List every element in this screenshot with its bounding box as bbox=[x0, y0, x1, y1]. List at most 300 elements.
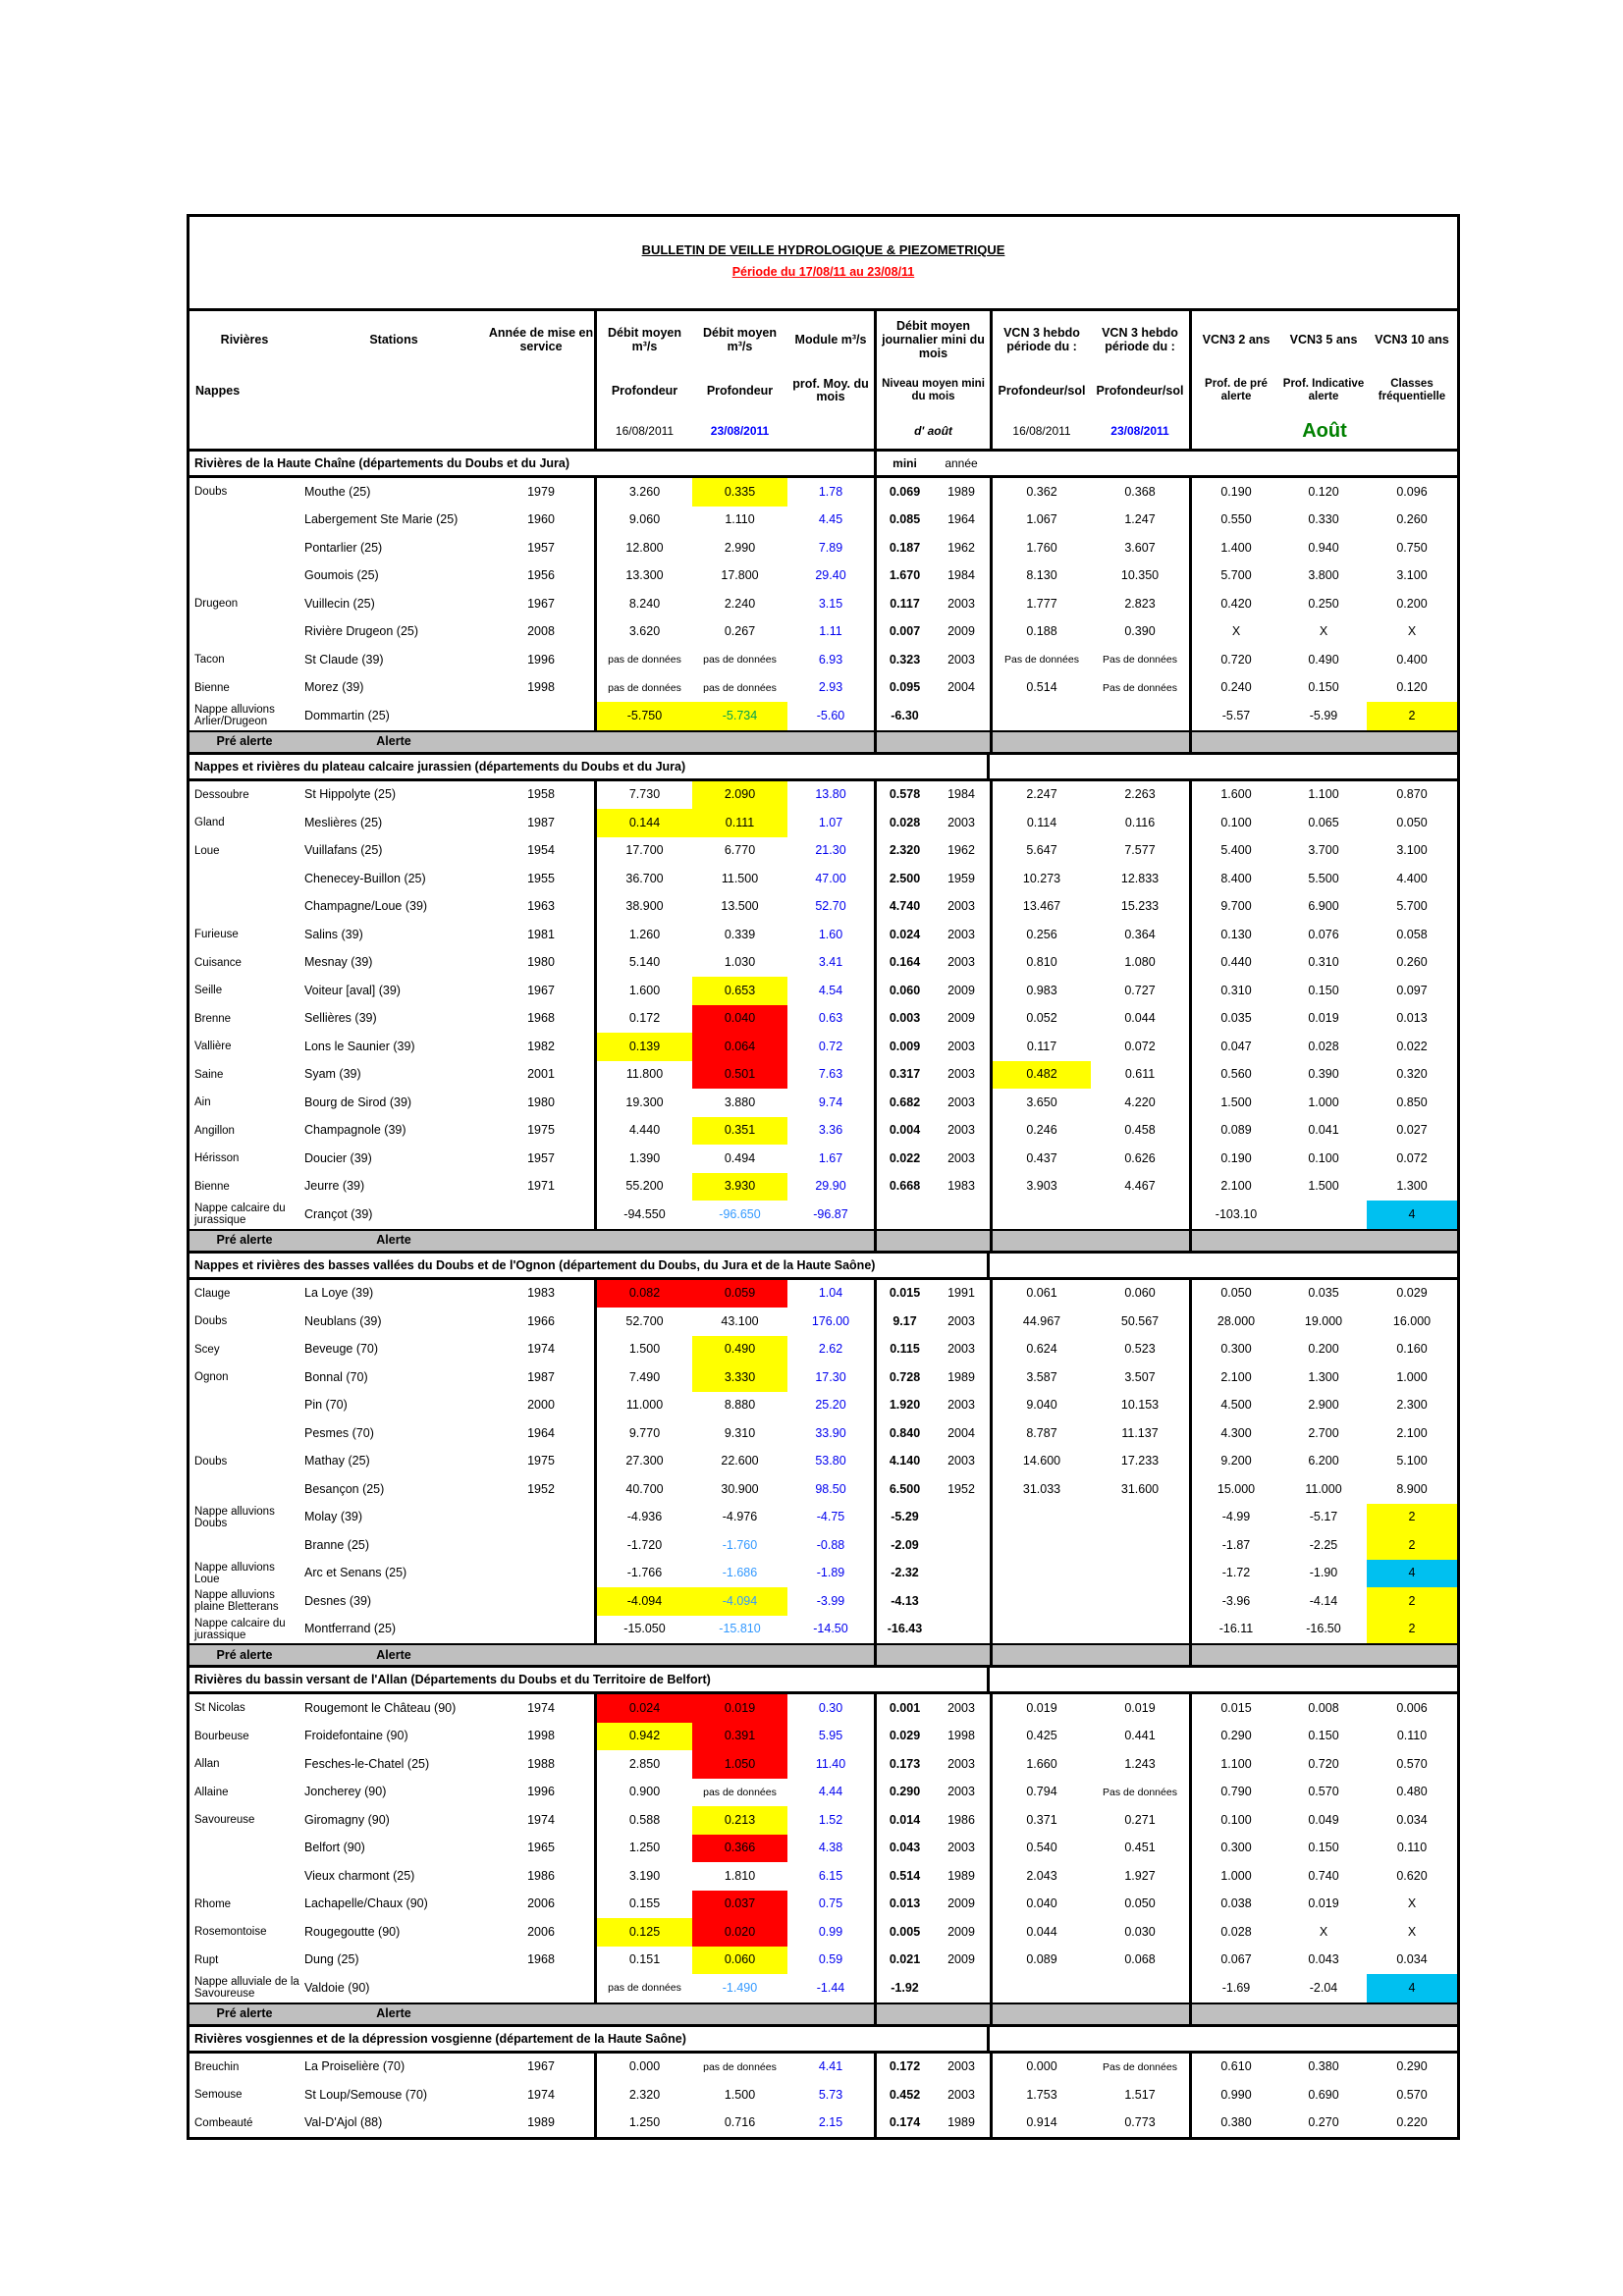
cell-debit-1: 38.900 bbox=[594, 893, 692, 922]
table-row bbox=[189, 1806, 1457, 1835]
cell-debit-1: 40.700 bbox=[594, 1475, 692, 1504]
cell-riviere: Allaine bbox=[194, 1786, 229, 1798]
cell-vcn3-5ans: 0.150 bbox=[1308, 680, 1339, 695]
table-row bbox=[189, 1280, 1457, 1308]
cell-annee-mini bbox=[933, 1531, 990, 1560]
cell-module: -3.99 bbox=[816, 1593, 845, 1608]
cell-annee-mini: 1984 bbox=[947, 787, 975, 802]
cell-debit-1: 3.620 bbox=[594, 618, 692, 647]
cell-vcn-1 bbox=[990, 1504, 1091, 1532]
cell-debit-1: 11.800 bbox=[594, 1061, 692, 1090]
table-row bbox=[189, 562, 1457, 591]
cell-annee-service: 1964 bbox=[527, 1425, 555, 1440]
header-date-1: 16/08/2011 bbox=[615, 424, 675, 438]
cell-vcn3-2ans: 2.100 bbox=[1189, 1363, 1280, 1392]
cell-vcn3-5ans: 0.940 bbox=[1308, 540, 1339, 555]
cell-mini: 0.043 bbox=[874, 1835, 933, 1863]
cell-vcn-2: 2.823 bbox=[1124, 596, 1156, 611]
table-row bbox=[189, 921, 1457, 949]
header-nappes: Nappes bbox=[195, 383, 241, 398]
cell-module: 4.45 bbox=[818, 512, 843, 527]
header-prof-sol-2: Profondeur/sol bbox=[1096, 383, 1184, 398]
cell-vcn-2: 0.271 bbox=[1124, 1812, 1156, 1827]
cell-vcn3-2ans: 9.200 bbox=[1189, 1448, 1280, 1476]
bulletin-table bbox=[187, 214, 1460, 2140]
alert-band bbox=[189, 2002, 1457, 2024]
cell-annee-mini: 2003 bbox=[947, 1841, 975, 1855]
cell-vcn3-10ans: 0.400 bbox=[1396, 652, 1428, 667]
cell-vcn-1: 3.903 bbox=[990, 1173, 1091, 1201]
cell-vcn-2: 0.030 bbox=[1124, 1924, 1156, 1939]
cell-station: Rivière Drugeon (25) bbox=[304, 624, 419, 639]
cell-debit-1: 0.139 bbox=[594, 1033, 692, 1061]
cell-annee-service: 1982 bbox=[527, 1039, 555, 1053]
cell-vcn3-2ans: 0.100 bbox=[1189, 1806, 1280, 1835]
cell-debit-1: 2.320 bbox=[594, 2081, 692, 2109]
table-row bbox=[189, 1694, 1457, 1723]
cell-vcn3-2ans: 0.050 bbox=[1189, 1280, 1280, 1308]
cell-vcn-1: 0.482 bbox=[990, 1061, 1091, 1090]
cell-vcn3-5ans: 0.310 bbox=[1308, 955, 1339, 970]
cell-station: Vieux charmont (25) bbox=[304, 1868, 415, 1883]
cell-debit-1: 7.730 bbox=[594, 781, 692, 810]
header-prof-sol-1: Profondeur/sol bbox=[998, 383, 1086, 398]
cell-vcn-2: 0.626 bbox=[1124, 1150, 1156, 1165]
cell-vcn3-5ans: 1.500 bbox=[1308, 1179, 1339, 1194]
cell-module: 0.30 bbox=[818, 1700, 843, 1715]
header-module: Module m³/s bbox=[794, 333, 867, 347]
cell-module: 7.89 bbox=[818, 540, 843, 555]
cell-debit-1: pas de données bbox=[594, 646, 692, 674]
cell-riviere bbox=[189, 1531, 299, 1560]
cell-riviere: Nappe calcaire du jurassique bbox=[194, 1617, 286, 1641]
cell-riviere: Doubs bbox=[194, 486, 228, 499]
cell-debit-1: 0.000 bbox=[594, 2054, 692, 2082]
cell-vcn3-2ans: 0.440 bbox=[1189, 949, 1280, 978]
cell-riviere: Cuisance bbox=[194, 956, 242, 969]
cell-vcn-1: 0.256 bbox=[990, 921, 1091, 949]
cell-vcn3-5ans: -2.04 bbox=[1309, 1980, 1338, 1995]
cell-vcn3-2ans: 0.420 bbox=[1189, 590, 1280, 618]
table-row bbox=[189, 2054, 1457, 2082]
cell-vcn3-10ans: 0.620 bbox=[1396, 1868, 1428, 1883]
cell-station: Mesnay (39) bbox=[304, 955, 373, 970]
cell-riviere: St Nicolas bbox=[194, 1702, 245, 1715]
cell-debit-1: 1.500 bbox=[594, 1336, 692, 1364]
cell-module: 29.90 bbox=[815, 1179, 846, 1194]
cell-station: Rougegoutte (90) bbox=[304, 1924, 401, 1939]
cell-mini: 0.060 bbox=[874, 977, 933, 1005]
cell-riviere: Brenne bbox=[194, 1012, 232, 1025]
cell-mini: 6.500 bbox=[874, 1475, 933, 1504]
cell-annee-service bbox=[488, 1560, 594, 1588]
cell-mini: 0.187 bbox=[874, 534, 933, 562]
alert-band-spacer bbox=[990, 732, 1189, 752]
alert-band-alerte: Alerte bbox=[376, 2006, 411, 2020]
cell-vcn3-2ans: 5.400 bbox=[1189, 837, 1280, 866]
cell-debit-1: 1.390 bbox=[594, 1145, 692, 1173]
cell-station: Champagne/Loue (39) bbox=[304, 899, 428, 914]
cell-station: Syam (39) bbox=[304, 1067, 361, 1082]
cell-riviere: Seille bbox=[194, 985, 223, 997]
section-title: Rivières du bassin versant de l'Allan (Départements du Doubs et du Territoire de Belfort) bbox=[189, 1668, 990, 1691]
cell-debit-1: 8.240 bbox=[594, 590, 692, 618]
cell-module: 2.15 bbox=[818, 2115, 843, 2130]
cell-riviere: Bienne bbox=[194, 1180, 230, 1193]
cell-annee-service: 2006 bbox=[527, 1924, 555, 1939]
cell-vcn3-10ans: 1.300 bbox=[1396, 1179, 1428, 1194]
cell-station: Morez (39) bbox=[304, 680, 364, 695]
cell-vcn-1: 14.600 bbox=[990, 1448, 1091, 1476]
cell-vcn3-5ans: 5.500 bbox=[1308, 871, 1339, 885]
cell-annee-mini: 2003 bbox=[947, 1123, 975, 1138]
cell-vcn3-10ans: 0.290 bbox=[1396, 2059, 1428, 2074]
cell-vcn3-10ans: 0.120 bbox=[1396, 680, 1428, 695]
cell-vcn3-2ans: 4.300 bbox=[1189, 1419, 1280, 1448]
cell-vcn-2: 0.441 bbox=[1124, 1729, 1156, 1743]
cell-vcn3-10ans: 0.110 bbox=[1396, 1841, 1428, 1855]
cell-vcn-2: 0.060 bbox=[1124, 1286, 1156, 1301]
cell-debit-1: 3.260 bbox=[594, 478, 692, 507]
table-row bbox=[189, 1419, 1457, 1448]
cell-annee-mini: 2009 bbox=[947, 1011, 975, 1026]
cell-module: 25.20 bbox=[815, 1398, 846, 1413]
cell-vcn-1: 3.587 bbox=[990, 1363, 1091, 1392]
cell-module: 4.38 bbox=[818, 1841, 843, 1855]
cell-annee-mini: 1989 bbox=[947, 484, 975, 499]
cell-annee-service: 1968 bbox=[527, 1952, 555, 1967]
cell-riviere bbox=[189, 1835, 299, 1863]
cell-riviere: Gland bbox=[194, 817, 225, 829]
cell-debit-2: -4.976 bbox=[722, 1510, 758, 1524]
table-row bbox=[189, 1504, 1457, 1532]
header-debit-moyen-1: Débit moyen m³/s bbox=[607, 326, 681, 353]
cell-vcn-1: 1.660 bbox=[990, 1750, 1091, 1779]
cell-riviere: Angillon bbox=[194, 1124, 235, 1137]
cell-mini: 0.028 bbox=[874, 809, 933, 837]
cell-riviere: Nappe alluvions Arlier/Drugeon bbox=[194, 704, 275, 728]
cell-debit-2: pas de données bbox=[703, 654, 777, 666]
cell-mini: 0.007 bbox=[874, 618, 933, 647]
cell-vcn3-2ans: 0.035 bbox=[1189, 1005, 1280, 1034]
subheader-annee: année bbox=[945, 456, 978, 470]
cell-debit-2: 0.351 bbox=[692, 1117, 787, 1146]
cell-vcn-1: 0.624 bbox=[990, 1336, 1091, 1364]
cell-mini: 0.069 bbox=[874, 478, 933, 507]
cell-riviere: Semouse bbox=[194, 2089, 243, 2102]
cell-vcn3-2ans: 1.500 bbox=[1189, 1089, 1280, 1117]
header-group-left bbox=[189, 311, 594, 449]
cell-module: -96.87 bbox=[813, 1206, 848, 1221]
table-body bbox=[189, 449, 1457, 2137]
cell-mini: 0.164 bbox=[874, 949, 933, 978]
cell-station: Giromagny (90) bbox=[304, 1812, 390, 1827]
cell-riviere bbox=[189, 893, 299, 922]
cell-vcn-2 bbox=[1091, 702, 1189, 730]
table-row bbox=[189, 865, 1457, 893]
cell-annee-service: 1996 bbox=[527, 1785, 555, 1799]
cell-annee-mini bbox=[933, 1974, 990, 2002]
cell-debit-2: 3.880 bbox=[724, 1095, 756, 1109]
cell-vcn-1: 1.760 bbox=[990, 534, 1091, 562]
cell-mini: 0.173 bbox=[874, 1750, 933, 1779]
cell-vcn3-5ans: -5.99 bbox=[1309, 708, 1338, 722]
table-row bbox=[189, 2109, 1457, 2138]
section-title: Nappes et rivières des basses vallées du Doubs et de l'Ognon (département du Doubs, du Jura et de la Haute Saône) bbox=[189, 1254, 990, 1277]
cell-station: Vuillafans (25) bbox=[304, 843, 383, 858]
page-title: BULLETIN DE VEILLE HYDROLOGIQUE & PIEZOMETRIQUE bbox=[641, 242, 1005, 257]
cell-mini: 0.728 bbox=[874, 1363, 933, 1392]
alert-band-pre: Pré alerte bbox=[216, 734, 273, 748]
cell-vcn3-2ans: 0.100 bbox=[1189, 809, 1280, 837]
cell-debit-2: 6.770 bbox=[724, 843, 756, 858]
table-row bbox=[189, 1005, 1457, 1034]
cell-station: Dommartin (25) bbox=[304, 708, 390, 722]
cell-riviere: Allan bbox=[194, 1758, 220, 1771]
cell-module: 21.30 bbox=[815, 843, 846, 858]
cell-debit-2: 3.930 bbox=[692, 1173, 787, 1201]
alert-band-spacer bbox=[877, 1231, 990, 1251]
cell-annee-service: 1987 bbox=[527, 815, 555, 829]
cell-vcn3-5ans: 0.490 bbox=[1308, 652, 1339, 667]
cell-mini: 0.029 bbox=[874, 1723, 933, 1751]
cell-debit-2: 0.494 bbox=[724, 1150, 756, 1165]
cell-vcn-1: 0.362 bbox=[990, 478, 1091, 507]
cell-annee-mini bbox=[933, 1616, 990, 1644]
cell-riviere: Tacon bbox=[194, 654, 225, 667]
cell-station: Pin (70) bbox=[304, 1398, 348, 1413]
cell-vcn-2: Pas de données bbox=[1103, 2060, 1177, 2073]
header-group-vcn-hebdo bbox=[990, 311, 1189, 449]
cell-annee-service: 1980 bbox=[527, 955, 555, 970]
cell-vcn3-10ans: 0.110 bbox=[1396, 1729, 1428, 1743]
table-row bbox=[189, 1308, 1457, 1336]
cell-module: 7.63 bbox=[818, 1067, 843, 1082]
cell-mini: 0.015 bbox=[874, 1280, 933, 1308]
table-row bbox=[189, 1947, 1457, 1975]
header-vcn-hebdo-2: VCN 3 hebdo période du : bbox=[1102, 326, 1178, 353]
cell-vcn3-2ans: 9.700 bbox=[1189, 893, 1280, 922]
cell-vcn3-5ans: -16.50 bbox=[1306, 1622, 1341, 1636]
cell-station: La Loye (39) bbox=[304, 1286, 374, 1301]
cell-station: Voiteur [aval] (39) bbox=[304, 983, 401, 997]
cell-vcn-2: 1.927 bbox=[1124, 1868, 1156, 1883]
cell-module: 4.41 bbox=[818, 2059, 843, 2074]
cell-vcn-1: 0.983 bbox=[990, 977, 1091, 1005]
cell-vcn3-2ans: 1.000 bbox=[1189, 1862, 1280, 1891]
cell-vcn3-2ans: -1.69 bbox=[1189, 1974, 1280, 2002]
cell-riviere: Rhome bbox=[194, 1897, 232, 1910]
cell-vcn3-10ans: 0.570 bbox=[1396, 1756, 1428, 1771]
table-row bbox=[189, 1835, 1457, 1863]
alert-band-spacer bbox=[1189, 1645, 1457, 1665]
cell-annee-service: 1979 bbox=[527, 484, 555, 499]
cell-debit-2: -1.490 bbox=[722, 1980, 758, 1995]
cell-debit-1: 0.155 bbox=[594, 1891, 692, 1919]
cell-vcn-1: Pas de données bbox=[990, 646, 1091, 674]
cell-vcn-2: 3.507 bbox=[1124, 1369, 1156, 1384]
cell-annee-mini: 2003 bbox=[947, 1756, 975, 1771]
cell-debit-2: 17.800 bbox=[721, 568, 759, 583]
header-classes: Classes fréquentielle bbox=[1378, 378, 1446, 402]
cell-vcn3-10ans: 5.100 bbox=[1396, 1454, 1428, 1468]
header-stations: Stations bbox=[369, 333, 418, 347]
cell-riviere: Nappe alluvions Loue bbox=[194, 1561, 275, 1585]
cell-riviere: Nappe alluvions plaine Bletterans bbox=[194, 1589, 279, 1614]
cell-vcn3-2ans: 0.190 bbox=[1189, 1145, 1280, 1173]
cell-vcn-2 bbox=[1091, 1974, 1189, 2002]
cell-station: Valdoie (90) bbox=[304, 1980, 370, 1995]
cell-vcn3-5ans: 0.150 bbox=[1308, 1729, 1339, 1743]
section-header-spacer bbox=[1189, 1668, 1457, 1691]
cell-station: Bourg de Sirod (39) bbox=[304, 1095, 412, 1109]
cell-debit-1: 0.588 bbox=[594, 1806, 692, 1835]
cell-debit-2: 0.267 bbox=[724, 624, 756, 639]
cell-debit-1: 0.125 bbox=[594, 1918, 692, 1947]
cell-vcn-1: 0.425 bbox=[990, 1723, 1091, 1751]
cell-vcn-2: 0.072 bbox=[1124, 1039, 1156, 1053]
cell-station: Fesches-le-Chatel (25) bbox=[304, 1756, 430, 1771]
cell-annee-service: 1974 bbox=[527, 1342, 555, 1357]
alert-band bbox=[189, 1229, 1457, 1251]
cell-vcn3-10ans: 16.000 bbox=[1392, 1313, 1432, 1328]
cell-vcn3-10ans: 0.260 bbox=[1396, 955, 1428, 970]
cell-riviere: Saine bbox=[194, 1068, 224, 1081]
cell-annee-service: 1988 bbox=[527, 1756, 555, 1771]
cell-riviere: Breuchin bbox=[194, 2060, 240, 2073]
cell-vcn-1: 2.247 bbox=[990, 781, 1091, 810]
cell-vcn3-10ans: 0.160 bbox=[1396, 1342, 1428, 1357]
cell-debit-1: -4.936 bbox=[594, 1504, 692, 1532]
cell-debit-2: -96.650 bbox=[719, 1206, 761, 1221]
cell-debit-2: 2.990 bbox=[724, 540, 756, 555]
cell-vcn-2: 7.577 bbox=[1124, 843, 1156, 858]
table-row bbox=[189, 1033, 1457, 1061]
cell-vcn3-10ans: 2.300 bbox=[1396, 1398, 1428, 1413]
cell-annee-mini: 2003 bbox=[947, 899, 975, 914]
cell-annee-mini: 1989 bbox=[947, 2115, 975, 2130]
cell-debit-2: 0.019 bbox=[692, 1694, 787, 1723]
cell-station: Lons le Saunier (39) bbox=[304, 1039, 415, 1053]
section-header-spacer bbox=[1189, 452, 1457, 475]
header-debit-moyen-2: Débit moyen m³/s bbox=[702, 326, 777, 353]
table-row bbox=[189, 1891, 1457, 1919]
cell-station: Lachapelle/Chaux (90) bbox=[304, 1896, 428, 1911]
cell-vcn3-5ans: -2.25 bbox=[1309, 1537, 1338, 1552]
cell-debit-2: 0.037 bbox=[692, 1891, 787, 1919]
cell-annee-service: 2006 bbox=[527, 1896, 555, 1911]
cell-vcn3-5ans: 0.065 bbox=[1308, 815, 1339, 829]
cell-vcn-1: 10.273 bbox=[990, 865, 1091, 893]
cell-riviere bbox=[189, 618, 299, 647]
cell-vcn-1: 0.052 bbox=[990, 1005, 1091, 1034]
cell-vcn3-5ans: 0.150 bbox=[1308, 1841, 1339, 1855]
cell-vcn3-5ans: 11.000 bbox=[1305, 1481, 1342, 1496]
cell-annee-service: 1957 bbox=[527, 540, 555, 555]
cell-vcn3-10ans: 0.320 bbox=[1396, 1067, 1428, 1082]
cell-mini: 0.013 bbox=[874, 1891, 933, 1919]
cell-vcn-2: 0.727 bbox=[1124, 983, 1156, 997]
alert-band-spacer bbox=[488, 1231, 877, 1251]
cell-vcn3-5ans: 0.100 bbox=[1308, 1150, 1339, 1165]
cell-debit-2: 0.060 bbox=[692, 1947, 787, 1975]
cell-annee-service: 1966 bbox=[527, 1313, 555, 1328]
cell-vcn3-5ans: 3.800 bbox=[1308, 568, 1339, 583]
cell-debit-1: 7.490 bbox=[594, 1363, 692, 1392]
cell-annee-mini: 2003 bbox=[947, 596, 975, 611]
cell-mini: -6.30 bbox=[874, 702, 933, 730]
cell-mini: 0.001 bbox=[874, 1694, 933, 1723]
cell-debit-1: 3.190 bbox=[594, 1862, 692, 1891]
cell-vcn3-10ans: 3.100 bbox=[1396, 843, 1428, 858]
table-row bbox=[189, 1560, 1457, 1588]
section-header-spacer bbox=[1189, 755, 1457, 778]
cell-debit-2: 2.240 bbox=[724, 596, 756, 611]
cell-mini: 0.117 bbox=[874, 590, 933, 618]
section-header bbox=[189, 449, 1457, 478]
table-row bbox=[189, 1587, 1457, 1616]
cell-annee-service: 1967 bbox=[527, 2059, 555, 2074]
cell-vcn-1: 0.188 bbox=[990, 618, 1091, 647]
cell-vcn-1: 8.787 bbox=[990, 1419, 1091, 1448]
cell-debit-2: 2.090 bbox=[692, 781, 787, 810]
cell-vcn-2: 4.467 bbox=[1124, 1179, 1156, 1194]
cell-vcn3-5ans: 0.076 bbox=[1308, 927, 1339, 941]
cell-vcn-2: 1.247 bbox=[1124, 512, 1156, 527]
cell-vcn3-2ans: 28.000 bbox=[1189, 1308, 1280, 1336]
cell-riviere: Scey bbox=[194, 1343, 220, 1356]
cell-station: Labergement Ste Marie (25) bbox=[304, 512, 459, 527]
cell-vcn3-5ans: 3.700 bbox=[1308, 843, 1339, 858]
cell-mini: -2.09 bbox=[874, 1531, 933, 1560]
cell-vcn3-5ans: X bbox=[1319, 624, 1328, 639]
cell-riviere: Doubs bbox=[194, 1315, 228, 1328]
cell-annee-mini: 1962 bbox=[947, 843, 975, 858]
cell-debit-2: pas de données bbox=[703, 2060, 777, 2073]
cell-mini: -5.29 bbox=[874, 1504, 933, 1532]
header-vcn-hebdo-1: VCN 3 hebdo période du : bbox=[1003, 326, 1080, 353]
alert-band bbox=[189, 1643, 1457, 1665]
cell-vcn3-5ans: 2.900 bbox=[1308, 1398, 1339, 1413]
header-group-debit bbox=[594, 311, 874, 449]
cell-station: Jeurre (39) bbox=[304, 1179, 365, 1194]
cell-vcn3-2ans: 0.610 bbox=[1189, 2054, 1280, 2082]
cell-debit-1: -1.720 bbox=[594, 1531, 692, 1560]
section-header bbox=[189, 2024, 1457, 2054]
cell-annee-mini: 1984 bbox=[947, 568, 975, 583]
cell-mini: 2.320 bbox=[874, 837, 933, 866]
cell-vcn3-5ans: 19.000 bbox=[1304, 1313, 1343, 1328]
cell-vcn-2: 0.116 bbox=[1124, 815, 1156, 829]
cell-module: 0.75 bbox=[818, 1896, 843, 1911]
cell-annee-service: 1986 bbox=[527, 1868, 555, 1883]
cell-vcn-2: 0.019 bbox=[1124, 1700, 1156, 1715]
cell-riviere: Nappe alluviale de la Savoureuse bbox=[194, 1976, 299, 2001]
table-row bbox=[189, 1974, 1457, 2002]
cell-debit-2: 8.880 bbox=[724, 1398, 756, 1413]
cell-vcn3-10ans: 0.260 bbox=[1396, 512, 1428, 527]
cell-mini: 0.115 bbox=[874, 1336, 933, 1364]
cell-vcn3-10ans: 0.034 bbox=[1396, 1812, 1428, 1827]
cell-debit-2: 0.111 bbox=[692, 809, 787, 837]
cell-vcn-2: 15.233 bbox=[1120, 899, 1160, 914]
cell-vcn-1 bbox=[990, 702, 1091, 730]
cell-vcn-2: 0.368 bbox=[1124, 484, 1156, 499]
cell-riviere bbox=[189, 1475, 299, 1504]
cell-vcn3-5ans: 6.900 bbox=[1308, 899, 1339, 914]
cell-vcn3-5ans: X bbox=[1319, 1924, 1328, 1939]
cell-annee-service: 1958 bbox=[527, 787, 555, 802]
